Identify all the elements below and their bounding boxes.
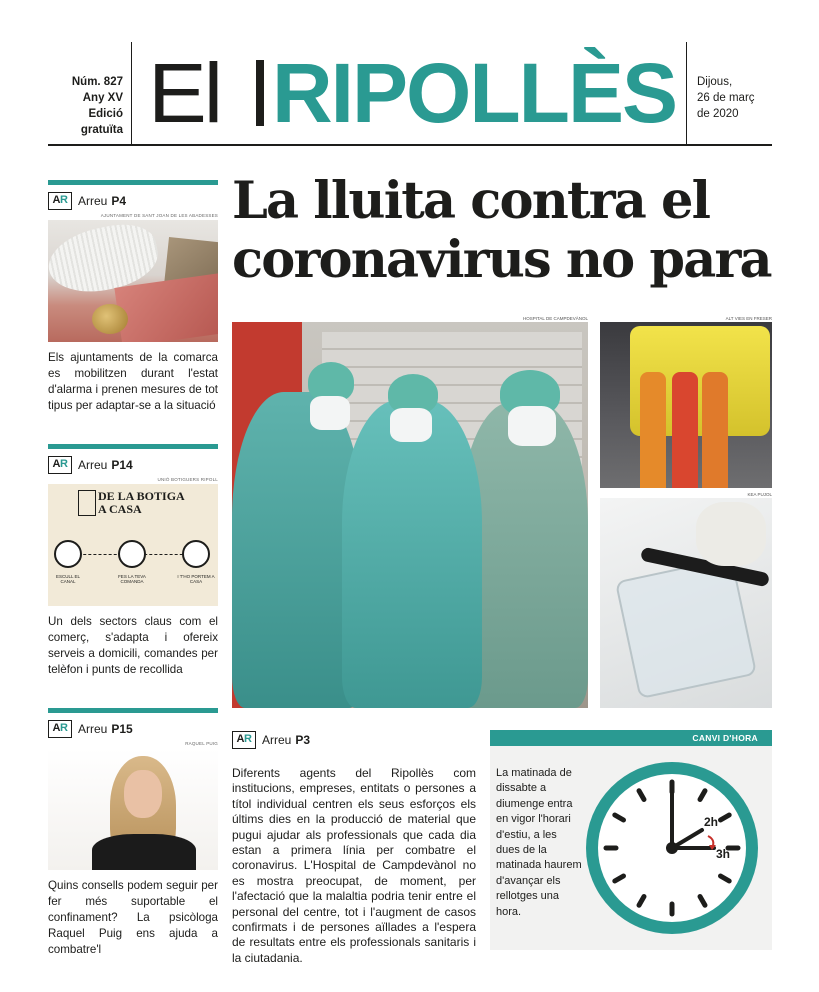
teaser-text: Quins consells podem seguir per fer més suportable el confinament? La psicòloga Raquel Puig ens ajuda a combatre'l [48,879,218,956]
issue-edition: Edició gratuïta [80,108,123,136]
date-day: Dijous, [697,76,733,88]
issue-info [48,42,132,146]
section-badge: AR [48,720,72,738]
graphic-title: DE LA BOTIGA A CASA [98,489,185,516]
teaser-text: Un dels sectors claus com el comerç, s'adapta i ofereix serveis a domicili, comandes per telèfon i punts de recollida [48,615,218,676]
ambulance-crew-photo [600,322,772,488]
cart-icon [118,540,146,568]
section-rule [48,708,218,713]
time-change-box [490,730,772,950]
issue-number: Núm. 827 [71,76,123,88]
newspaper-logo [144,46,684,140]
section-name: Arreu [78,722,108,736]
section-name: Arreu [78,194,108,208]
health-workers-photo [232,322,588,708]
shop-delivery-graphic [48,484,218,606]
channel-step: ESCULL EL CANAL [48,540,88,584]
teaser-text: Els ajuntaments de la comarca es mobilitzen durant l'estat d'alarma i prenen mesures de tot tipus per adaptar-se a la situació [48,351,218,412]
masthead [48,42,772,146]
page-number: P3 [295,733,311,747]
clock-icon [582,758,762,938]
box-title: CANVI D'HORA [490,730,772,746]
ambulance-photo-credit: ALT VIES EN FRESER [725,316,772,321]
section-header [48,717,218,741]
sidebar-teaser-1[interactable] [48,180,218,414]
logo-name: RIPOLLÈS [272,46,677,140]
date-date: 26 de març [697,92,755,104]
delivery-icon [182,540,210,568]
date-info [686,42,772,146]
shield-photo-credit: KEA PUJOL [747,492,772,497]
photo-credit: UNIÓ BOTIGUERS RIPOLL [157,477,218,482]
article-section-header [232,728,310,752]
psychologist-portrait [48,748,218,870]
logo-el: El [148,46,221,140]
section-name: Arreu [78,458,108,472]
main-photo-credit: HOSPITAL DE CAMPDEVÀNOL [522,316,588,321]
face-shield-photo [600,498,772,708]
section-badge: AR [232,731,256,749]
page-number: P4 [111,194,127,208]
clock-to-label: 3h [716,847,731,861]
section-header [48,189,218,213]
masks-and-money-photo [48,220,218,342]
page-number: P14 [111,458,133,472]
main-headline[interactable]: La lluita contra el coronavirus no para [232,171,771,290]
logo-divider [256,60,264,126]
sidebar-teaser-2[interactable] [48,444,218,678]
phone-icon [54,540,82,568]
photo-credit: RAQUEL PUIG [185,741,218,746]
order-step: FES LA TEVA COMANDA [112,540,152,584]
section-badge: AR [48,192,72,210]
section-header [48,453,218,477]
page-number: P15 [111,722,133,736]
sidebar-teaser-3[interactable] [48,708,218,958]
photo-credit: AJUNTAMENT DE SANT JOAN DE LES ABADESSES [100,213,218,218]
issue-year: Any XV [82,92,123,104]
article-body: Diferents agents del Ripollès com institucions, empreses, entitats o persones a títol individual centren els seus esforços els últims dies en la producció de material que pugui ajudar als professionals que cada dia estan a primera línia per combatre el coronavirus. L'Hospital de Campdevànol no es mostra preocupat, de moment, per l'afectació que la malaltia podria tenir entre el personal del centre, tot i l'augment de casos confirmats i de persones aïllades a l'espera de resultats entre els professionals sanitaris i la ciutadania. [232,766,476,965]
box-text: La matinada de dissabte a diumenge entra en vigor l'horari d'estiu, a les dues de la matinada haurem d'avançar els rellotges una hora. [496,767,582,918]
section-rule [48,180,218,185]
section-badge: AR [48,456,72,474]
section-rule [48,444,218,449]
clock-from-label: 2h [704,815,719,829]
date-year: de 2020 [697,108,739,120]
section-name: Arreu [262,733,292,747]
shop-logo-icon [78,490,96,516]
delivery-step: I T'HO PORTEM A CASA [176,540,216,584]
